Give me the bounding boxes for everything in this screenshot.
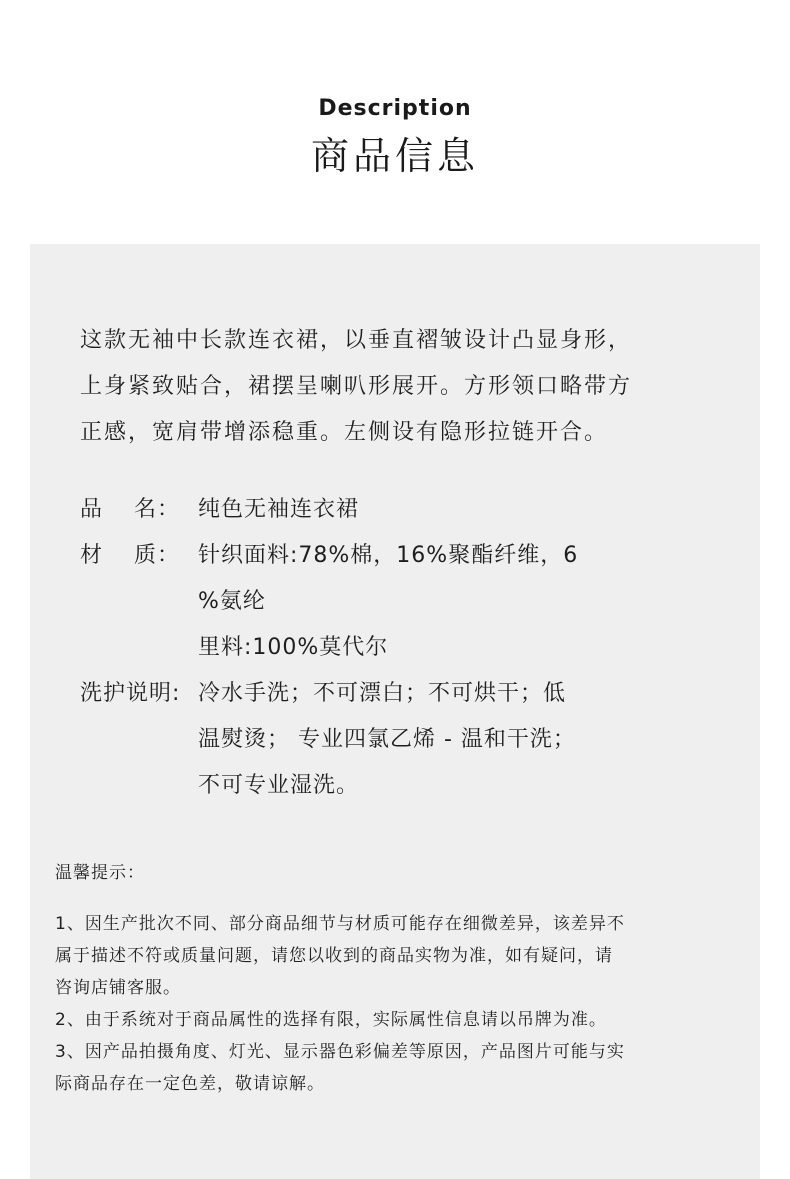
notice-line: 属于描述不符或质量问题，请您以收到的商品实物为准，如有疑问，请	[55, 946, 613, 966]
notice-item	[55, 1036, 735, 1100]
spec-value-line: 纯色无袖连衣裙	[198, 497, 360, 522]
notice-item	[55, 1004, 735, 1036]
title-chinese: 商品信息	[310, 134, 479, 178]
spec-value-line: 里料:100%莫代尔	[198, 635, 389, 660]
notice-item	[55, 908, 735, 1004]
title-english: Description	[318, 96, 472, 121]
notice-line: 际商品存在一定色差，敬请谅解。	[55, 1074, 325, 1094]
notice-list	[55, 908, 735, 1100]
spec-row-care	[80, 671, 720, 809]
spec-value-line: 针织面料:78%棉，16%聚酯纤维，6	[198, 543, 579, 568]
intro-line: 这款无袖中长款连衣裙，以垂直褶皱设计凸显身形，	[80, 328, 633, 353]
notice-line: 3、因产品拍摄角度、灯光、显示器色彩偏差等原因，产品图片可能与实	[55, 1042, 625, 1062]
spec-value-line: 温熨烫； 专业四氯乙烯 - 温和干洗；	[198, 727, 576, 752]
intro-line: 正感，宽肩带增添稳重。左侧设有隐形拉链开合。	[80, 420, 609, 445]
spec-label-material: 材 质：	[80, 543, 180, 568]
description-panel	[30, 244, 760, 1179]
spec-value-line: 不可专业湿洗。	[198, 773, 360, 798]
notice-line: 咨询店铺客服。	[55, 978, 181, 998]
spec-row-material	[80, 533, 720, 671]
notice-line: 2、由于系统对于商品属性的选择有限，实际属性信息请以吊牌为准。	[55, 1010, 607, 1030]
intro-line: 上身紧致贴合，裙摆呈喇叭形展开。方形领口略带方	[80, 374, 633, 399]
notice-line: 1、因生产批次不同、部分商品细节与材质可能存在细微差异，该差异不	[55, 914, 625, 934]
spec-value-care	[198, 671, 720, 809]
spec-label-name: 品 名：	[80, 497, 180, 522]
product-intro	[80, 318, 710, 456]
notice-title: 温馨提示：	[55, 863, 145, 883]
spec-table	[80, 487, 720, 809]
spec-label-care: 洗护说明:	[80, 681, 181, 706]
spec-value-name	[198, 487, 720, 533]
spec-value-line: 冷水手洗；不可漂白；不可烘干；低	[198, 681, 567, 706]
spec-value-material	[198, 533, 720, 671]
spec-value-line: %氨纶	[198, 589, 266, 614]
spec-row-name	[80, 487, 720, 533]
